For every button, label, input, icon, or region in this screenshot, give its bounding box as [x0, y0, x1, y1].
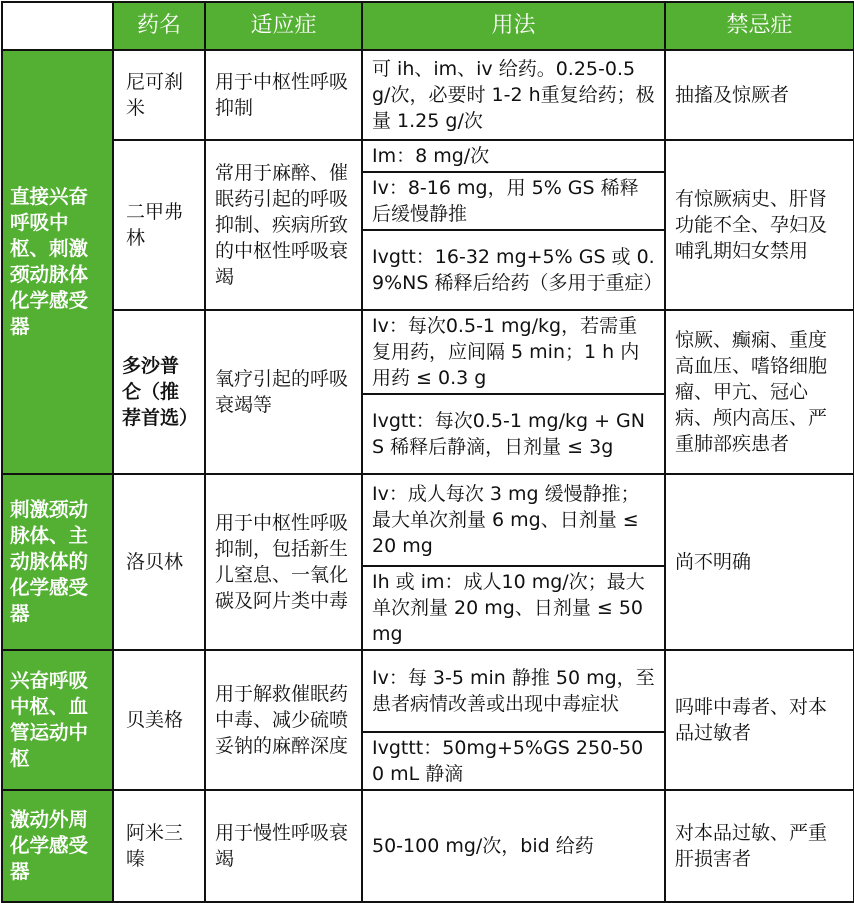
- contraindication-cell: 吗啡中毒者、对本品过敏者: [665, 650, 854, 790]
- contraindication-cell: 对本品过敏、严重肝损害者: [665, 790, 854, 902]
- contraindication-cell: 惊厥、癫痫、重度高血压、嗜铬细胞瘤、甲亢、冠心病、颅内高压、严重肺部疾患者: [665, 310, 854, 474]
- contraindication-cell: 尚不明确: [665, 474, 854, 650]
- usage-cell: 可 ih、im、iv 给药。0.25-0.5 g/次，必要时 1-2 h重复给药；极量 1.25 g/次: [362, 50, 665, 140]
- indication-cell: 用于中枢性呼吸抑制，包括新生儿窒息、一氧化碳及阿片类中毒: [205, 474, 362, 650]
- usage-cell: 50-100 mg/次，bid 给药: [362, 790, 665, 902]
- drug-name-cell: 阿米三嗪: [113, 790, 205, 902]
- drug-name-cell: 多沙普仑（推荐首选）: [113, 310, 205, 474]
- usage-cell: Iv：每次0.5-1 mg/kg，若需重复用药，应间隔 5 min；1 h 内用药 ≤ 0.3 g: [362, 310, 665, 394]
- table-row: [2, 790, 854, 902]
- indication-cell: 用于解救催眠药中毒、减少硫喷妥钠的麻醉深度: [205, 650, 362, 790]
- header-usage: 用法: [362, 2, 665, 50]
- category-cell: 直接兴奋呼吸中枢、刺激颈动脉体化学感受器: [2, 50, 113, 474]
- contraindication-cell: 抽搐及惊厥者: [665, 50, 854, 140]
- table-row: [2, 650, 854, 732]
- indication-cell: 用于慢性呼吸衰竭: [205, 790, 362, 902]
- table-row: [2, 474, 854, 566]
- indication-cell: 氧疗引起的呼吸衰竭等: [205, 310, 362, 474]
- header-indication: 适应症: [205, 2, 362, 50]
- header-row: [2, 2, 854, 50]
- usage-cell: Ivgtt：每次0.5-1 mg/kg + GNS 稀释后静滴，日剂量 ≤ 3g: [362, 394, 665, 474]
- table-row: [2, 140, 854, 172]
- drug-name-cell: 尼可刹米: [113, 50, 205, 140]
- indication-cell: 常用于麻醉、催眠药引起的呼吸抑制、疾病所致的中枢性呼吸衰竭: [205, 140, 362, 310]
- usage-cell: Iv：每 3-5 min 静推 50 mg，至患者病情改善或出现中毒症状: [362, 650, 665, 732]
- indication-cell: 用于中枢性呼吸抑制: [205, 50, 362, 140]
- usage-cell: Iv：成人每次 3 mg 缓慢静推；最大单次剂量 6 mg、日剂量 ≤ 20 mg: [362, 474, 665, 566]
- category-cell: 刺激颈动脉体、主动脉体的化学感受器: [2, 474, 113, 650]
- contraindication-cell: 有惊厥病史、肝肾功能不全、孕妇及哺乳期妇女禁用: [665, 140, 854, 310]
- table-row: [2, 310, 854, 394]
- header-blank-cell: [2, 2, 113, 50]
- drug-name-cell: 贝美格: [113, 650, 205, 790]
- header-drug-name: 药名: [113, 2, 205, 50]
- drug-table: [1, 1, 854, 903]
- table-row: [2, 50, 854, 140]
- usage-cell: Im：8 mg/次: [362, 140, 665, 172]
- header-contraindication: 禁忌症: [665, 2, 854, 50]
- category-cell: 兴奋呼吸中枢、血管运动中枢: [2, 650, 113, 790]
- drug-name-cell: 二甲弗林: [113, 140, 205, 310]
- usage-cell: Ih 或 im：成人10 mg/次；最大单次剂量 20 mg、日剂量 ≤ 50mg: [362, 566, 665, 650]
- usage-cell: Iv：8-16 mg，用 5% GS 稀释后缓慢静推: [362, 172, 665, 230]
- category-cell: 激动外周化学感受器: [2, 790, 113, 902]
- drug-name-cell: 洛贝林: [113, 474, 205, 650]
- usage-cell: Ivgttt：50mg+5%GS 250-500 mL 静滴: [362, 732, 665, 790]
- usage-cell: Ivgtt：16-32 mg+5% GS 或 0.9%NS 稀释后给药（多用于重症）: [362, 230, 665, 310]
